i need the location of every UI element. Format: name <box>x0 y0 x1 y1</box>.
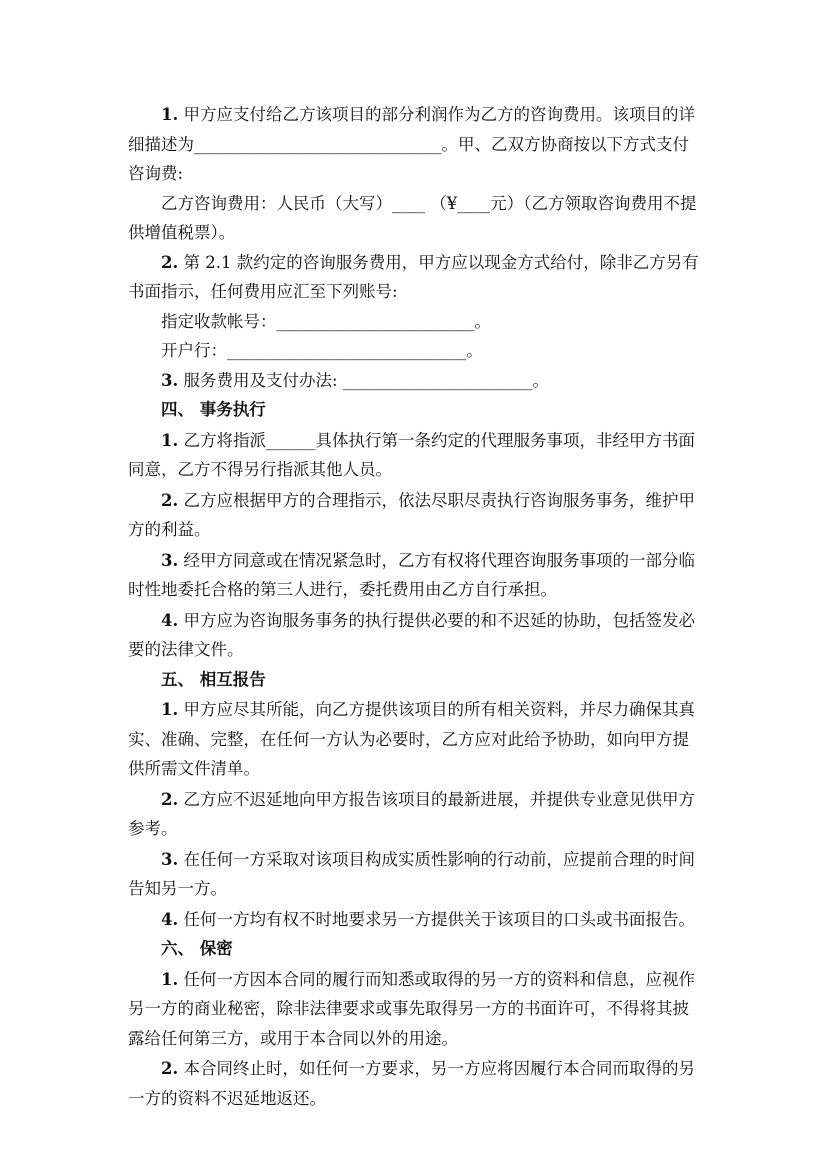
document-body <box>128 100 702 1113</box>
clause-4-4: 4. 甲方应为咨询服务事务的执行提供必要的和不迟延的协助，包括签发必要的法律文件。 <box>128 610 695 659</box>
section-heading-6: 六、 保密 <box>161 939 233 958</box>
clause-4-3: 3. 经甲方同意或在情况紧急时，乙方有权将代理咨询服务事项的一部分临时性地委托合格的第三人进行，委托费用由乙方自行承担。 <box>128 550 695 599</box>
clause-6-1: 1. 任何一方因本合同的履行而知悉或取得的另一方的资料和信息，应视作另一方的商业秘密，除非法律要求或事先取得另一方的书面许可，不得将其披露给任何第三方，或用于本合同以外的用途。 <box>128 969 695 1048</box>
clause-3-1: 1. 甲方应支付给乙方该项目的部分利润作为乙方的咨询费用。该项目的详细描述为______________________________。甲、乙双方协商按以下方式支付咨询费: <box>128 105 695 183</box>
clause-6-2: 2. 本合同终止时，如任何一方要求，另一方应将因履行本合同而取得的另一方的资料不迟延地返还。 <box>128 1059 695 1108</box>
clause-5-2: 2. 乙方应不迟延地向甲方报告该项目的最新进展，并提供专业意见供甲方参考。 <box>128 789 695 838</box>
clause-5-4: 4. 任何一方均有权不时地要求另一方提供关于该项目的口头或书面报告。 <box>161 909 695 929</box>
section-heading-5: 五、 相互报告 <box>161 669 266 689</box>
clause-fee-detail: 乙方咨询费用：人民币（大写）____ （¥____元）（乙方领取咨询费用不提供增值税票）。 <box>128 193 697 242</box>
bank-line: 开户行：_____________________________。 <box>161 341 483 360</box>
account-number-line: 指定收款帐号：________________________。 <box>161 311 491 331</box>
clause-4-1: 1. 乙方将指派______具体执行第一条约定的代理服务事项，非经甲方书面同意，乙方不得另行指派其他人员。 <box>128 430 695 479</box>
clause-5-3: 3. 在任何一方采取对该项目构成实质性影响的行动前，应提前合理的时间告知另一方。 <box>128 849 695 898</box>
clause-3-2: 2. 第 2.1 款约定的咨询服务费用，甲方应以现金方式给付，除非乙方另有书面指示，任何费用应汇至下列账号: <box>128 252 699 301</box>
clause-4-2: 2. 乙方应根据甲方的合理指示，依法尽职尽责执行咨询服务事务，维护甲方的利益。 <box>128 490 695 539</box>
clause-5-1: 1. 甲方应尽其所能，向乙方提供该项目的所有相关资料，并尽力确保其真实、准确、完整，在任何一方认为必要时，乙方应对此给予协助，如向甲方提供所需文件清单。 <box>128 700 695 778</box>
section-heading-4: 四、 事务执行 <box>161 400 266 419</box>
clause-3-3: 3. 服务费用及支付办法: _______________________。 <box>161 370 550 390</box>
